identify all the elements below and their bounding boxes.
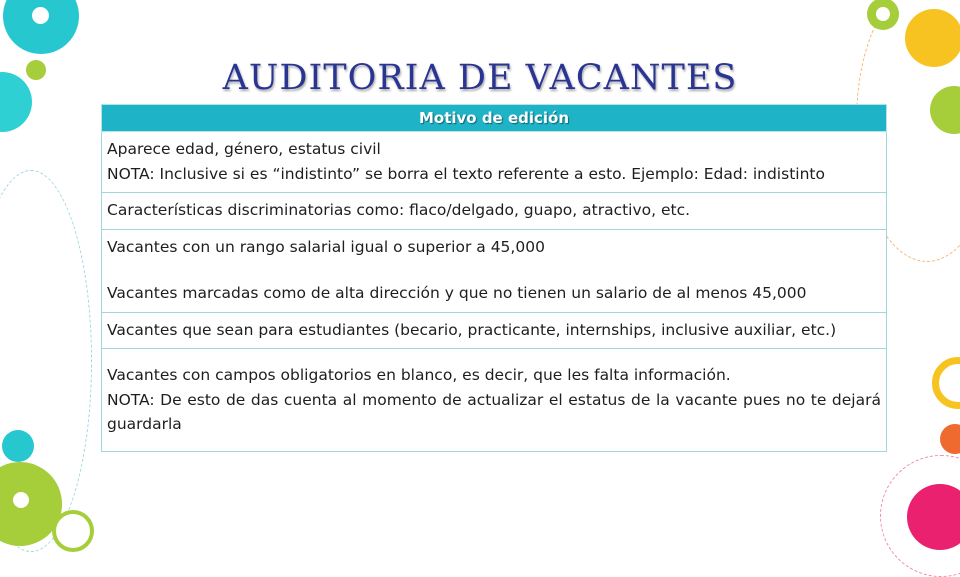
row-text: Vacantes con campos obligatorios en blanco, es decir, que les falta información. <box>107 366 731 384</box>
row-note: NOTA: De esto de das cuenta al momento de actualizar el estatus de la vacante pues no te dejará guardarla <box>107 390 881 433</box>
row-text: Vacantes con un rango salarial igual o superior a 45,000 <box>107 237 545 256</box>
white-dot-top-left <box>32 7 49 24</box>
row-text: Vacantes que sean para estudiantes (becario, practicante, internships, inclusive auxiliar, etc.) <box>107 320 837 339</box>
row-note: NOTA: Inclusive si es “indistinto” se borra el texto referente a esto. Ejemplo: Edad: indistinto <box>107 164 825 183</box>
white-dot-bottom-left <box>13 492 29 508</box>
green-ring-bottom-left <box>52 510 94 552</box>
table-cell <box>102 349 887 452</box>
teal-dot-bottom-left <box>2 430 34 462</box>
spacer <box>107 259 881 281</box>
table-cell <box>102 132 887 193</box>
audit-table <box>101 104 887 452</box>
orange-dot-right <box>940 424 960 454</box>
table-row <box>102 349 887 452</box>
table-row <box>102 312 887 349</box>
table-row <box>102 193 887 230</box>
row-text: Aparece edad, género, estatus civil <box>107 140 381 158</box>
table-cell <box>102 193 887 230</box>
yellow-ring-right <box>932 357 960 409</box>
white-dot-top-right <box>876 7 890 21</box>
row-text-2: Vacantes marcadas como de alta dirección y que no tienen un salario de al menos 45,000 <box>107 284 807 302</box>
column-header-motivo: Motivo de edición <box>102 105 887 132</box>
table-cell <box>102 312 887 349</box>
table-row <box>102 229 887 312</box>
table-cell <box>102 229 887 312</box>
row-text: Características discriminatorias como: flaco/delgado, guapo, atractivo, etc. <box>107 201 691 219</box>
table-row <box>102 132 887 193</box>
table-header-row <box>102 105 887 132</box>
slide-title: AUDITORIA DE VACANTES <box>222 58 738 98</box>
